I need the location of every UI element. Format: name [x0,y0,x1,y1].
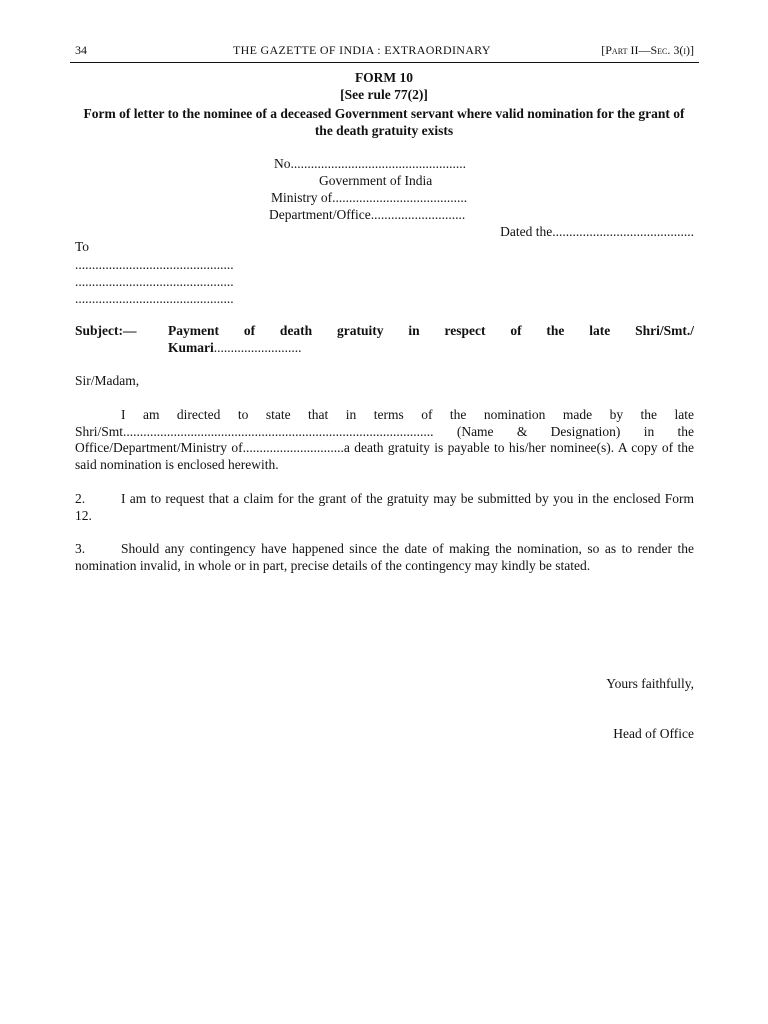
subject-kumari: Kumari [168,340,214,355]
form-title: FORM 10 [354,70,414,85]
to-label: To [75,239,90,254]
paragraph-text: I am to request that a claim for the grant of the gratuity may be submitted by you in the enclosed Form 12. [75,491,694,523]
part-section: [Part II—Sec. 3(i)] [601,43,694,57]
paragraph-text: Should any contingency have happened since the date of making the nomination, so as to render the nomination invalid, in whole or in part, precise details of the contingency may kindly be stated. [75,541,694,573]
salutation: Sir/Madam, [75,373,140,388]
government-of-india: Government of India [319,173,433,188]
subject-continuation [168,340,302,357]
department-line: Department/Office............................ [269,207,466,222]
recipient-line: ............................................... [75,274,234,289]
paragraph-2 [75,491,694,524]
closing-yours-faithfully: Yours faithfully, [606,676,694,691]
paragraph-1 [75,407,694,473]
letter-number: No.................................................... [274,156,466,171]
paragraph-3 [75,541,694,574]
page-header [75,42,694,58]
signatory-head-of-office: Head of Office [613,726,694,741]
subject-text: Payment of death gratuity in respect of the late Shri/Smt./ [168,323,694,338]
paragraph-number: 3. [75,541,86,556]
header-rule [70,62,699,63]
form-description: Form of letter to the nominee of a deceased Government servant where valid nomination for the grant of the death gratuity exists [83,106,685,138]
form-rule-reference: [See rule 77(2)] [340,87,428,102]
subject-label: Subject:— [75,323,137,338]
paragraph-number: 2. [75,491,86,506]
recipient-line: ............................................... [75,291,234,306]
recipient-line: ............................................... [75,257,234,272]
paragraph-text: I am directed to state that in terms of the nomination made by the late Shri/Smt............................................................................................ (Name & Designation) in the Office/Department/Ministry of..............................a death gratuity is payable to his/her nominee(s). A copy of the said nomination is enclosed herewith. [75,407,694,472]
page-number: 34 [75,43,87,57]
ministry-line: Ministry of........................................ [271,190,468,205]
gazette-title: THE GAZETTE OF INDIA : EXTRAORDINARY [233,43,491,57]
subject-blank: .......................... [213,340,302,355]
dated-line: Dated the.......................................... [500,224,694,239]
